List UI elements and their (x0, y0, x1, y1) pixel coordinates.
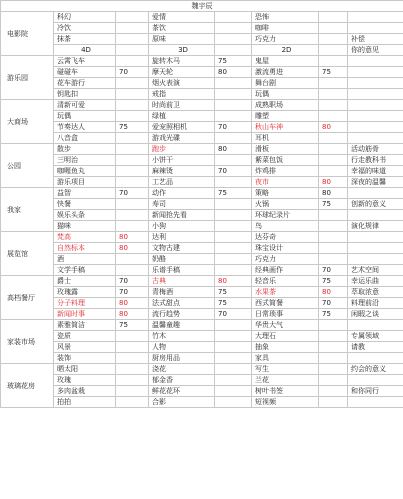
category-cell: 我家 (1, 188, 54, 232)
reward-cell (348, 397, 403, 408)
score-cell (319, 89, 348, 100)
option-cell: 舞台剧 (252, 78, 319, 89)
score-cell (116, 133, 149, 144)
option-cell: 华贵大气 (252, 320, 319, 331)
reward-cell: 补偿 (348, 34, 403, 45)
score-cell (116, 331, 149, 342)
score-cell (215, 243, 252, 254)
option-cell: 法式甜点 (149, 298, 215, 309)
score-cell (116, 100, 149, 111)
option-cell: 写生 (252, 364, 319, 375)
score-cell (116, 353, 149, 364)
option-cell: 巧克力 (252, 34, 319, 45)
option-cell: 大理石 (252, 331, 319, 342)
option-cell: 合影 (149, 397, 215, 408)
option-cell: 咖啡 (252, 23, 319, 34)
option-cell: 动作 (149, 188, 215, 199)
option-cell: 竹木 (149, 331, 215, 342)
reward-cell (348, 243, 403, 254)
table-row (1, 56, 403, 67)
option-cell: 晒太阳 (54, 364, 116, 375)
option-cell: 乐谱手稿 (149, 265, 215, 276)
table-row (1, 23, 403, 34)
reward-cell (348, 56, 403, 67)
score-cell (215, 353, 252, 364)
table-row (1, 232, 403, 243)
option-cell: 火锅 (252, 199, 319, 210)
score-cell (116, 199, 149, 210)
table-row (1, 78, 403, 89)
option-cell: 绿植 (149, 111, 215, 122)
option-cell: 玫瑰露 (54, 287, 116, 298)
option-cell: 快餐 (54, 199, 116, 210)
option-cell: 鸟 (252, 221, 319, 232)
option-cell: 碰碰车 (54, 67, 116, 78)
option-cell: 滑板 (252, 144, 319, 155)
table-row (1, 210, 403, 221)
option-cell: 三明治 (54, 155, 116, 166)
score-cell (116, 155, 149, 166)
option-cell: 奶酪 (149, 254, 215, 265)
score-cell (116, 386, 149, 397)
table-row (1, 320, 403, 331)
table-row (1, 221, 403, 232)
table-row (1, 155, 403, 166)
table-row (1, 331, 403, 342)
option-cell: 郁金香 (149, 375, 215, 386)
score-cell (215, 386, 252, 397)
score-cell (215, 375, 252, 386)
score-cell (215, 155, 252, 166)
score-cell: 70 (319, 265, 348, 276)
score-cell: 70 (319, 298, 348, 309)
table-row (1, 243, 403, 254)
score-cell: 80 (319, 177, 348, 188)
score-cell (215, 23, 252, 34)
option-cell: 爵士 (54, 276, 116, 287)
score-cell (116, 210, 149, 221)
score-cell: 75 (215, 298, 252, 309)
option-cell: 轻音乐 (252, 276, 319, 287)
option-cell: 秋山车神 (252, 122, 319, 133)
score-cell (319, 232, 348, 243)
reward-cell: 幸福的味道 (348, 166, 403, 177)
option-cell: 八音盒 (54, 133, 116, 144)
option-cell: 恐怖 (252, 12, 319, 23)
option-cell: 咖喱鱼丸 (54, 166, 116, 177)
option-cell: 流行趋势 (149, 309, 215, 320)
option-cell: 西式简餐 (252, 298, 319, 309)
reward-cell (348, 254, 403, 265)
option-cell: 素雅简洁 (54, 320, 116, 331)
option-cell: 节奏达人 (54, 122, 116, 133)
option-cell: 夜市 (252, 177, 319, 188)
category-cell: 高档餐厅 (1, 276, 54, 320)
table-row (1, 45, 403, 56)
option-cell: 自然标本 (54, 243, 116, 254)
reward-cell (348, 375, 403, 386)
score-cell: 70 (215, 166, 252, 177)
score-cell (319, 331, 348, 342)
option-cell: 瓷质 (54, 331, 116, 342)
score-cell: 75 (215, 287, 252, 298)
score-cell (319, 397, 348, 408)
score-cell (116, 166, 149, 177)
option-cell: 拍拍 (54, 397, 116, 408)
reward-cell: 和你同行 (348, 386, 403, 397)
table-row (1, 122, 403, 133)
category-cell: 玻璃花房 (1, 364, 54, 408)
option-cell: 装饰 (54, 353, 116, 364)
score-cell: 70 (116, 188, 149, 199)
option-cell: 新闻抢先看 (149, 210, 215, 221)
reward-cell (348, 89, 403, 100)
option-cell: 玩偶 (252, 89, 319, 100)
reward-cell (348, 122, 403, 133)
option-cell: 水果茶 (252, 287, 319, 298)
score-cell (116, 144, 149, 155)
reward-cell: 料理前沿 (348, 298, 403, 309)
option-cell: 成熟职场 (252, 100, 319, 111)
score-cell: 80 (215, 144, 252, 155)
option-cell: 玩偶 (54, 111, 116, 122)
table-row (1, 34, 403, 45)
score-cell: 80 (319, 287, 348, 298)
table-row (1, 364, 403, 375)
reward-cell (348, 23, 403, 34)
option-cell: 多肉盆栽 (54, 386, 116, 397)
option-cell: 抽象 (252, 342, 319, 353)
score-cell: 75 (116, 122, 149, 133)
option-cell: 戒指 (149, 89, 215, 100)
category-cell: 电影院 (1, 12, 54, 56)
score-cell (215, 34, 252, 45)
option-cell: 小狗 (149, 221, 215, 232)
option-cell: 日常琐事 (252, 309, 319, 320)
option-cell: 短视频 (252, 397, 319, 408)
score-cell (319, 144, 348, 155)
option-cell: 钥匙扣 (54, 89, 116, 100)
option-cell: 寿司 (149, 199, 215, 210)
reward-cell: 幸运乐曲 (348, 276, 403, 287)
option-cell: 原味 (149, 34, 215, 45)
option-cell: 冷饮 (54, 23, 116, 34)
score-cell (116, 375, 149, 386)
reward-cell: 创新的意义 (348, 199, 403, 210)
reward-cell: 行走教科书 (348, 155, 403, 166)
option-cell: 达利 (149, 232, 215, 243)
option-cell: 激流勇进 (252, 67, 319, 78)
option-cell: 策略 (252, 188, 319, 199)
reward-cell: 深夜的温馨 (348, 177, 403, 188)
table-row (1, 298, 403, 309)
reward-cell (348, 353, 403, 364)
score-cell (319, 342, 348, 353)
score-cell (319, 320, 348, 331)
table-row (1, 375, 403, 386)
score-cell (116, 221, 149, 232)
option-cell: 茶饮 (149, 23, 215, 34)
reward-cell (348, 232, 403, 243)
option-cell: 工艺品 (149, 177, 215, 188)
option-cell: 达芬奇 (252, 232, 319, 243)
score-cell (215, 397, 252, 408)
option-cell: 人物 (149, 342, 215, 353)
score-cell (116, 254, 149, 265)
reward-cell: 你的意见 (348, 45, 403, 56)
score-cell: 80 (116, 309, 149, 320)
score-cell: 70 (215, 309, 252, 320)
option-cell: 麻辣烫 (149, 166, 215, 177)
score-cell (319, 375, 348, 386)
score-cell (215, 177, 252, 188)
category-cell: 展览馆 (1, 232, 54, 276)
option-cell: 科幻 (54, 12, 116, 23)
option-cell: 文物古建 (149, 243, 215, 254)
reward-cell: 萃取浓意 (348, 287, 403, 298)
score-cell: 80 (116, 232, 149, 243)
option-cell: 花车游行 (54, 78, 116, 89)
option-cell: 游戏光碟 (149, 133, 215, 144)
score-cell (215, 221, 252, 232)
table-row (1, 89, 403, 100)
score-cell (215, 210, 252, 221)
option-cell: 酒 (54, 254, 116, 265)
option-cell: 跑步 (149, 144, 215, 155)
category-cell: 家装市场 (1, 320, 54, 364)
option-cell: 兰花 (252, 375, 319, 386)
table-row (1, 309, 403, 320)
score-cell (116, 89, 149, 100)
score-cell (116, 265, 149, 276)
table-row (1, 144, 403, 155)
table-row (1, 177, 403, 188)
option-cell: 小饼干 (149, 155, 215, 166)
score-cell (319, 353, 348, 364)
table-row (1, 199, 403, 210)
option-cell: 环球纪录片 (252, 210, 319, 221)
score-cell (215, 364, 252, 375)
table-row (1, 166, 403, 177)
reward-cell: 活动筋骨 (348, 144, 403, 155)
table-row (1, 386, 403, 397)
score-cell (215, 133, 252, 144)
score-cell: 80 (116, 243, 149, 254)
score-cell: 80 (319, 188, 348, 199)
option-cell: 温馨童趣 (149, 320, 215, 331)
table-row (1, 188, 403, 199)
score-cell (215, 254, 252, 265)
table-row (1, 133, 403, 144)
score-cell (319, 254, 348, 265)
score-cell (116, 177, 149, 188)
score-cell: 75 (319, 199, 348, 210)
table-title: 魏宇辰 (1, 1, 403, 12)
score-cell: 80 (215, 67, 252, 78)
table-row (1, 397, 403, 408)
reward-cell (348, 78, 403, 89)
score-cell (215, 342, 252, 353)
reward-cell (348, 12, 403, 23)
option-cell: 4D (54, 45, 116, 56)
score-cell (215, 232, 252, 243)
reward-cell: 演化规律 (348, 221, 403, 232)
score-cell (215, 100, 252, 111)
option-cell: 猫咪 (54, 221, 116, 232)
score-cell: 75 (215, 188, 252, 199)
option-cell: 树叶书签 (252, 386, 319, 397)
score-cell (319, 78, 348, 89)
score-cell: 75 (319, 276, 348, 287)
score-cell (116, 56, 149, 67)
score-cell: 70 (215, 122, 252, 133)
option-cell: 烟火表演 (149, 78, 215, 89)
table-row (1, 276, 403, 287)
score-cell: 75 (319, 67, 348, 78)
score-cell (319, 100, 348, 111)
option-cell: 珠宝设计 (252, 243, 319, 254)
option-cell: 风景 (54, 342, 116, 353)
option-cell: 3D (149, 45, 215, 56)
score-cell (319, 23, 348, 34)
score-cell (116, 111, 149, 122)
option-cell: 家具 (252, 353, 319, 364)
table-row (1, 254, 403, 265)
score-cell (319, 56, 348, 67)
score-cell (215, 111, 252, 122)
option-cell: 新闻时事 (54, 309, 116, 320)
table-row (1, 111, 403, 122)
option-cell: 爱情 (149, 12, 215, 23)
category-cell: 游乐园 (1, 56, 54, 100)
score-cell (319, 45, 348, 56)
option-cell: 散步 (54, 144, 116, 155)
reward-cell (348, 67, 403, 78)
score-cell (215, 12, 252, 23)
score-cell (215, 331, 252, 342)
category-cell: 大商场 (1, 100, 54, 144)
option-cell: 文学手稿 (54, 265, 116, 276)
option-cell: 时尚前卫 (149, 100, 215, 111)
option-cell: 2D (252, 45, 319, 56)
score-cell (116, 12, 149, 23)
score-cell (116, 397, 149, 408)
option-cell: 摩天轮 (149, 67, 215, 78)
option-cell: 梵高 (54, 232, 116, 243)
score-cell (319, 364, 348, 375)
option-cell: 抹茶 (54, 34, 116, 45)
score-cell (319, 210, 348, 221)
reward-cell (348, 188, 403, 199)
score-cell: 75 (116, 320, 149, 331)
option-cell: 分子料理 (54, 298, 116, 309)
score-cell (319, 155, 348, 166)
reward-cell: 约会的意义 (348, 364, 403, 375)
score-cell (215, 199, 252, 210)
score-cell (116, 78, 149, 89)
option-cell: 旋转木马 (149, 56, 215, 67)
score-cell (215, 265, 252, 276)
score-cell: 80 (215, 276, 252, 287)
table-row (1, 342, 403, 353)
reward-cell (348, 320, 403, 331)
table-row (1, 353, 403, 364)
table-row (1, 265, 403, 276)
score-cell (116, 342, 149, 353)
reward-cell: 请教 (348, 342, 403, 353)
reward-cell (348, 100, 403, 111)
option-cell: 游乐项目 (54, 177, 116, 188)
score-cell: 70 (116, 287, 149, 298)
title-row (1, 1, 403, 12)
option-cell: 青梅酒 (149, 287, 215, 298)
option-cell: 清新可爱 (54, 100, 116, 111)
score-cell (116, 45, 149, 56)
reward-cell: 闲暇之谈 (348, 309, 403, 320)
option-cell: 娱乐头条 (54, 210, 116, 221)
table-row (1, 67, 403, 78)
table-row (1, 100, 403, 111)
option-cell: 浇花 (149, 364, 215, 375)
score-cell (116, 364, 149, 375)
option-cell: 厨房用品 (149, 353, 215, 364)
reward-cell: 艺术空间 (348, 265, 403, 276)
score-cell (319, 243, 348, 254)
score-cell: 70 (116, 67, 149, 78)
score-cell (215, 78, 252, 89)
category-cell: 公园 (1, 144, 54, 188)
score-cell: 80 (116, 298, 149, 309)
table-row (1, 12, 403, 23)
reward-cell (348, 210, 403, 221)
option-cell: 云霄飞车 (54, 56, 116, 67)
score-cell: 75 (319, 309, 348, 320)
score-cell (319, 34, 348, 45)
reward-cell: 专属领域 (348, 331, 403, 342)
option-cell: 鲜花花环 (149, 386, 215, 397)
option-cell: 巧克力 (252, 254, 319, 265)
option-cell: 紫菜包饭 (252, 155, 319, 166)
option-cell: 玫瑰 (54, 375, 116, 386)
option-cell: 鬼屋 (252, 56, 319, 67)
score-cell (319, 12, 348, 23)
option-cell: 古典 (149, 276, 215, 287)
score-cell (319, 221, 348, 232)
score-cell (319, 111, 348, 122)
score-cell: 80 (319, 122, 348, 133)
score-cell: 75 (215, 56, 252, 67)
score-cell: 70 (116, 276, 149, 287)
score-cell (319, 386, 348, 397)
option-cell: 雕塑 (252, 111, 319, 122)
option-cell: 经典画作 (252, 265, 319, 276)
score-cell (116, 23, 149, 34)
score-cell (215, 45, 252, 56)
score-cell (319, 166, 348, 177)
score-cell (116, 34, 149, 45)
option-cell: 耳机 (252, 133, 319, 144)
score-cell (215, 89, 252, 100)
option-cell: 爱宠照相机 (149, 122, 215, 133)
reward-cell (348, 133, 403, 144)
reward-cell (348, 111, 403, 122)
score-cell (319, 133, 348, 144)
score-cell (215, 320, 252, 331)
table-row (1, 287, 403, 298)
option-cell: 炸鸡排 (252, 166, 319, 177)
option-cell: 益智 (54, 188, 116, 199)
